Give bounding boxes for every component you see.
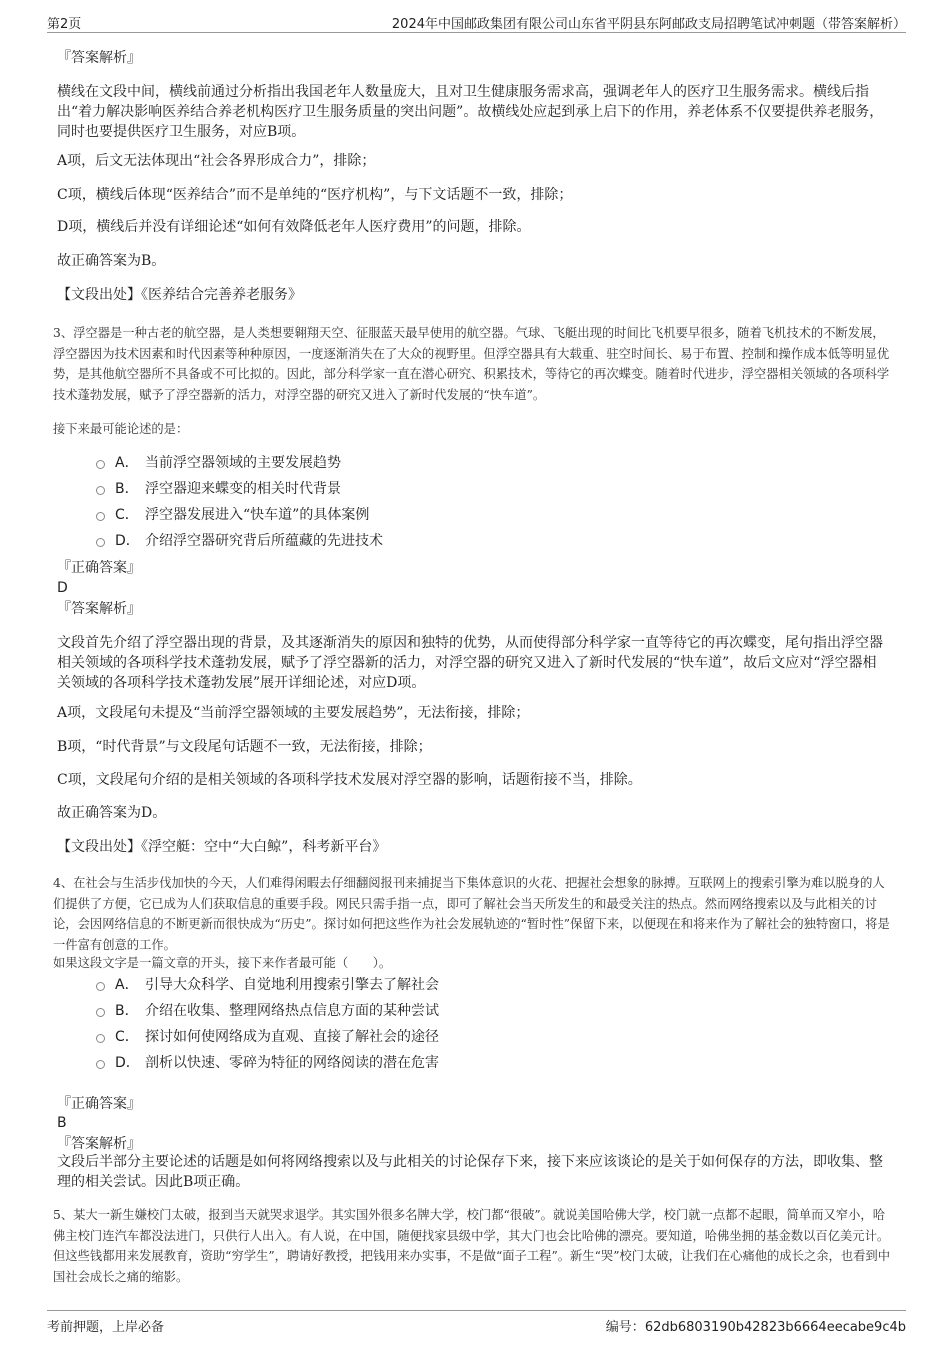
q4-analysis: 文段后半部分主要论述的话题是如何将网络搜索以及与此相关的讨论保存下来，接下来应该谈论的是关于如何保存的方法，即收集、整理的相关尝试。因此B项正确。 (57, 1154, 883, 1190)
q5-stem: 5、某大一新生嫌校门太破，报到当天就哭求退学。其实国外很多名牌大学，校门都“很破”。就说美国哈佛大学，校门就一点都不起眼，简单而又窄小，哈佛主校门连汽车都没法进门，只供行人出入。有人说，在中国，随便找家县级中学，其大门也会比哈佛的漂亮。要知道，哈佛坐拥的基金数以百亿美元计。但这些钱都用来发展教育，资助“穷学生”，聘请好教授，把钱用来办实事，不是做“面子工程”。新生“哭”校门太破，让我们在心痛他的成长之余，也看到中国社会成长之痛的缩影。 (53, 1208, 891, 1284)
option-text: 介绍浮空器研究背后所蕴藏的先进技术 (145, 533, 383, 549)
q2-option-a-note: A项，后文无法体现出“社会各界形成合力”，排除； (57, 153, 376, 169)
page-number: 第2页 (47, 17, 82, 32)
q2-option-d-note: D项，横线后并没有详细论述“如何有效降低老年人医疗费用”的问题，排除。 (57, 219, 531, 235)
document-title: 2024年中国邮政集团有限公司山东省平阴县东阿邮政支局招聘笔试冲刺题（带答案解析） (391, 17, 906, 32)
footer-code: 编号：62db6803190b42823b6664eecabe9c4b (605, 1320, 906, 1335)
q2-source: 【文段出处】《医养结合完善养老服务》 (57, 287, 302, 303)
radio-icon[interactable] (96, 1060, 105, 1069)
q4-option-c[interactable]: C． 探讨如何使网络成为直观、直接了解社会的途径 (96, 1027, 439, 1047)
q3-conclusion: 故正确答案为D。 (57, 805, 167, 821)
q3-stem: 3、浮空器是一种古老的航空器，是人类想要翱翔天空、征服蓝天最早使用的航空器。气球、飞艇出现的时间比飞机要早很多，随着飞机技术的不断发展，浮空器因为技术因素和时代因素等种种原因，一度逐渐消失在了大众的视野里。但浮空器具有大载重、驻空时间长、易于布置、控制和操作成本低等明显优势，是其他航空器所不具备或不可比拟的。因此，部分科学家一直在潜心研究、积累技术，等待它的再次蝶变。随着时代进步，浮空器相关领域的各项科学技术蓬勃发展，赋予了浮空器新的活力，对浮空器的研究又进入了新时代发展的“快车道”。 (53, 326, 890, 402)
option-text: 探讨如何使网络成为直观、直接了解社会的途径 (145, 1029, 439, 1045)
q3-option-b-note: B项，“时代背景”与文段尾句话题不一致，无法衔接，排除； (57, 739, 432, 755)
q4-question: 如果这段文字是一篇文章的开头，接下来作者最可能（ ）。 (53, 956, 392, 970)
q2-conclusion: 故正确答案为B。 (57, 253, 166, 269)
footer-slogan: 考前押题，上岸必备 (47, 1320, 165, 1335)
radio-icon[interactable] (96, 486, 105, 495)
q3-option-d[interactable]: D． 介绍浮空器研究背后所蕴藏的先进技术 (96, 531, 383, 551)
radio-icon[interactable] (96, 460, 105, 469)
radio-icon[interactable] (96, 982, 105, 991)
option-text: 当前浮空器领域的主要发展趋势 (145, 455, 341, 471)
option-text: 浮空器迎来蝶变的相关时代背景 (145, 481, 341, 497)
q3-analysis: 文段首先介绍了浮空器出现的背景，及其逐渐消失的原因和独特的优势，从而使得部分科学家一直等待它的再次蝶变，尾句指出浮空器相关领域的各项科学技术蓬勃发展，赋予了浮空器新的活力，对浮空器的研究又进入了新时代发展的“快车道”，故后文应对“浮空器相关领域的各项科学技术蓬勃发展”展开详细论述，对应D项。 (57, 635, 883, 691)
q3-answer-label: 『正确答案』 (57, 560, 141, 576)
option-text: 剖析以快速、零碎为特征的网络阅读的潜在危害 (145, 1055, 439, 1071)
q2-option-c-note: C项，横线后体现“医养结合”而不是单纯的“医疗机构”，与下文话题不一致，排除； (57, 187, 573, 203)
radio-icon[interactable] (96, 1008, 105, 1017)
radio-icon[interactable] (96, 538, 105, 547)
q3-option-a-note: A项，文段尾句未提及“当前浮空器领域的主要发展趋势”，无法衔接，排除； (57, 705, 530, 721)
q3-answer: D (57, 580, 68, 596)
q4-option-b[interactable]: B． 介绍在收集、整理网络热点信息方面的某种尝试 (96, 1001, 439, 1021)
page-header (47, 10, 906, 33)
q3-source: 【文段出处】《浮空艇：空中“大白鲸”，科考新平台》 (57, 839, 387, 855)
q3-option-c[interactable]: C． 浮空器发展进入“快车道”的具体案例 (96, 505, 369, 525)
option-text: 介绍在收集、整理网络热点信息方面的某种尝试 (145, 1003, 439, 1019)
radio-icon[interactable] (96, 1034, 105, 1043)
q3-analysis-label: 『答案解析』 (57, 601, 141, 617)
option-text: 浮空器发展进入“快车道”的具体案例 (145, 507, 370, 523)
q4-option-d[interactable]: D． 剖析以快速、零碎为特征的网络阅读的潜在危害 (96, 1053, 439, 1073)
q2-analysis-label: 『答案解析』 (57, 50, 141, 66)
q3-question: 接下来最可能论述的是： (53, 422, 189, 436)
q3-option-b[interactable]: B． 浮空器迎来蝶变的相关时代背景 (96, 479, 341, 499)
q4-answer: B (57, 1115, 67, 1131)
q3-option-a[interactable]: A． 当前浮空器领域的主要发展趋势 (96, 453, 341, 473)
q4-analysis-label: 『答案解析』 (57, 1136, 141, 1152)
q4-stem: 4、在社会与生活步伐加快的今天，人们难得闲暇去仔细翻阅报刊来捕捉当下集体意识的火花、把握社会想象的脉搏。互联网上的搜索引擎为难以脱身的人们提供了方便，它已成为人们获取信息的重要手段。网民只需手指一点，即可了解社会当天所发生的和最受关注的热点。然而网络搜索以及与此相关的讨论，会因网络信息的不断更新而很快成为“历史”。探讨如何把这些作为社会发展轨迹的“暂时性”保留下来，以便现在和将来作为了解社会的独特窗口，将是一件富有创意的工作。 (53, 876, 890, 952)
option-text: 引导大众科学、自觉地利用搜索引擎去了解社会 (145, 977, 439, 993)
page-footer (47, 1310, 906, 1335)
q4-answer-label: 『正确答案』 (57, 1096, 141, 1112)
radio-icon[interactable] (96, 512, 105, 521)
q3-option-c-note: C项，文段尾句介绍的是相关领域的各项科学技术发展对浮空器的影响，话题衔接不当，排除。 (57, 772, 642, 788)
q4-option-a[interactable]: A． 引导大众科学、自觉地利用搜索引擎去了解社会 (96, 975, 439, 995)
q2-analysis: 横线在文段中间，横线前通过分析指出我国老年人数量庞大，且对卫生健康服务需求高，强调老年人的医疗卫生服务需求。横线后指出“着力解决影响医养结合养老机构医疗卫生服务质量的突出问题”。故横线处应起到承上启下的作用，养老体系不仅要提供养老服务，同时也要提供医疗卫生服务，对应B项。 (57, 84, 884, 140)
